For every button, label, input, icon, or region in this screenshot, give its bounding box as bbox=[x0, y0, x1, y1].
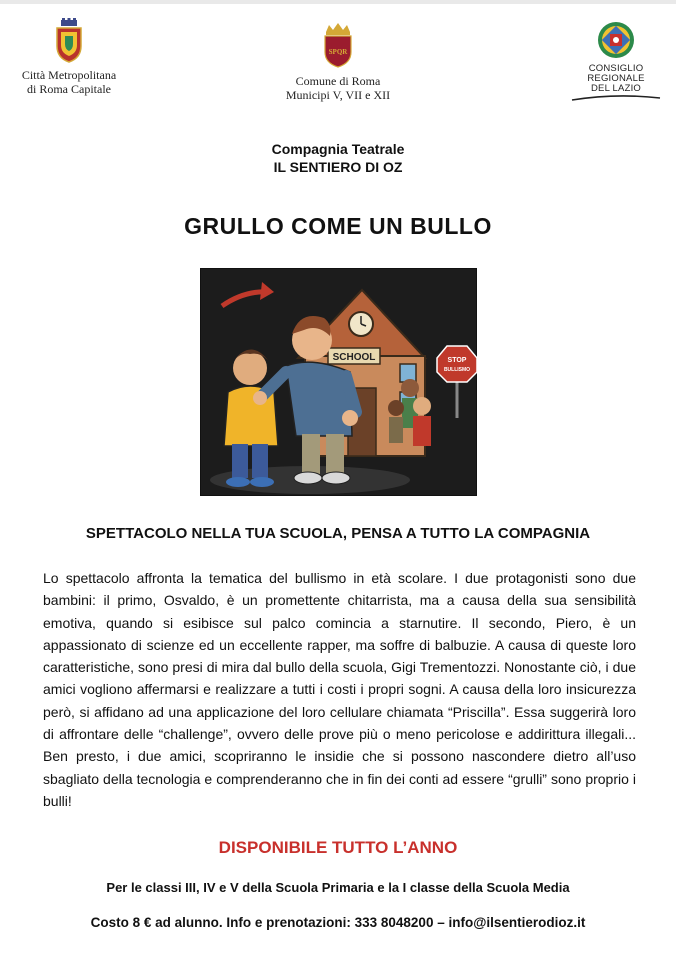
top-border bbox=[0, 0, 676, 4]
mid-logo-line1: Comune di Roma bbox=[295, 74, 381, 88]
right-logo-line1: CONSIGLIO bbox=[588, 63, 644, 74]
consiglio-regionale-lazio-logo-icon bbox=[596, 20, 636, 60]
show-subtitle: SPETTACOLO NELLA TUA SCUOLA, PENSA A TUTTO LA COMPAGNIA bbox=[85, 525, 591, 542]
theatre-company bbox=[0, 140, 676, 176]
mid-logo-line2: Municipi V, VII e XII bbox=[285, 88, 391, 102]
left-logo-line1: Città Metropolitana bbox=[21, 68, 117, 82]
consiglio-regionale-logo bbox=[566, 20, 666, 102]
comune-di-roma-crest-icon bbox=[321, 22, 355, 68]
right-logo-line3: DEL LAZIO bbox=[590, 83, 642, 94]
swoosh-underline-icon bbox=[570, 94, 662, 102]
comune-di-roma-logo bbox=[268, 22, 408, 102]
right-logo-line2: REGIONALE bbox=[587, 73, 645, 84]
company-type: Compagnia Teatrale bbox=[271, 141, 405, 157]
svg-text:SPQR: SPQR bbox=[328, 48, 348, 56]
citta-metropolitana-logo bbox=[10, 18, 128, 96]
svg-text:BULLISMO: BULLISMO bbox=[443, 367, 471, 373]
show-description: Lo spettacolo affronta la tematica del bullismo in età scolare. I due protagonisti sono due bambini: il primo, Osvaldo, è un promettente chitarrista, ma a causa della sua sensibilità emotiva, quando si esibisce sul palco comincia a starnutire. Il secondo, Piero, è un appassionato di scienze ed un eccellente rapper, ma soffre di balbuzie. A causa di queste loro caratteristiche, sono presi di mira dal bullo della scuola, Gigi Trementozzi. Nonostante ciò, i due amici vogliono affermarsi e realizzare a tutti i costi i propri sogni. A causa della loro insicurezza però, si affidano ad una applicazione del loro cellulare chiamata “Priscilla”. Essa suggerirà loro di affrontare delle “challenge”, ovvero delle prove più o meno pericolose e addirittura illegali... Ben presto, i due amici, scopriranno le insidie che si possono nascondere dietro all’uso sbagliato della tecnologia e comprenderanno che in fin dei conti ad essere “grulli” sono proprio i bulli! bbox=[43, 570, 636, 809]
target-classes: Per le classi III, IV e V della Scuola Primaria e la I classe della Scuola Media bbox=[106, 880, 570, 895]
cost-and-contacts: Costo 8 € ad alunno. Info e prenotazioni: 333 8048200 – info@ilsentierodioz.it bbox=[90, 915, 586, 930]
citta-metropolitana-crest-icon bbox=[54, 18, 84, 64]
bullying-illustration bbox=[200, 268, 477, 496]
show-title: GRULLO COME UN BULLO bbox=[184, 213, 492, 239]
school-sign: SCHOOL bbox=[332, 352, 376, 363]
left-logo-line2: di Roma Capitale bbox=[27, 82, 111, 96]
svg-text:STOP: STOP bbox=[447, 357, 467, 364]
company-name: IL SENTIERO DI OZ bbox=[273, 159, 403, 175]
availability-notice: DISPONIBILE TUTTO L’ANNO bbox=[218, 838, 458, 857]
